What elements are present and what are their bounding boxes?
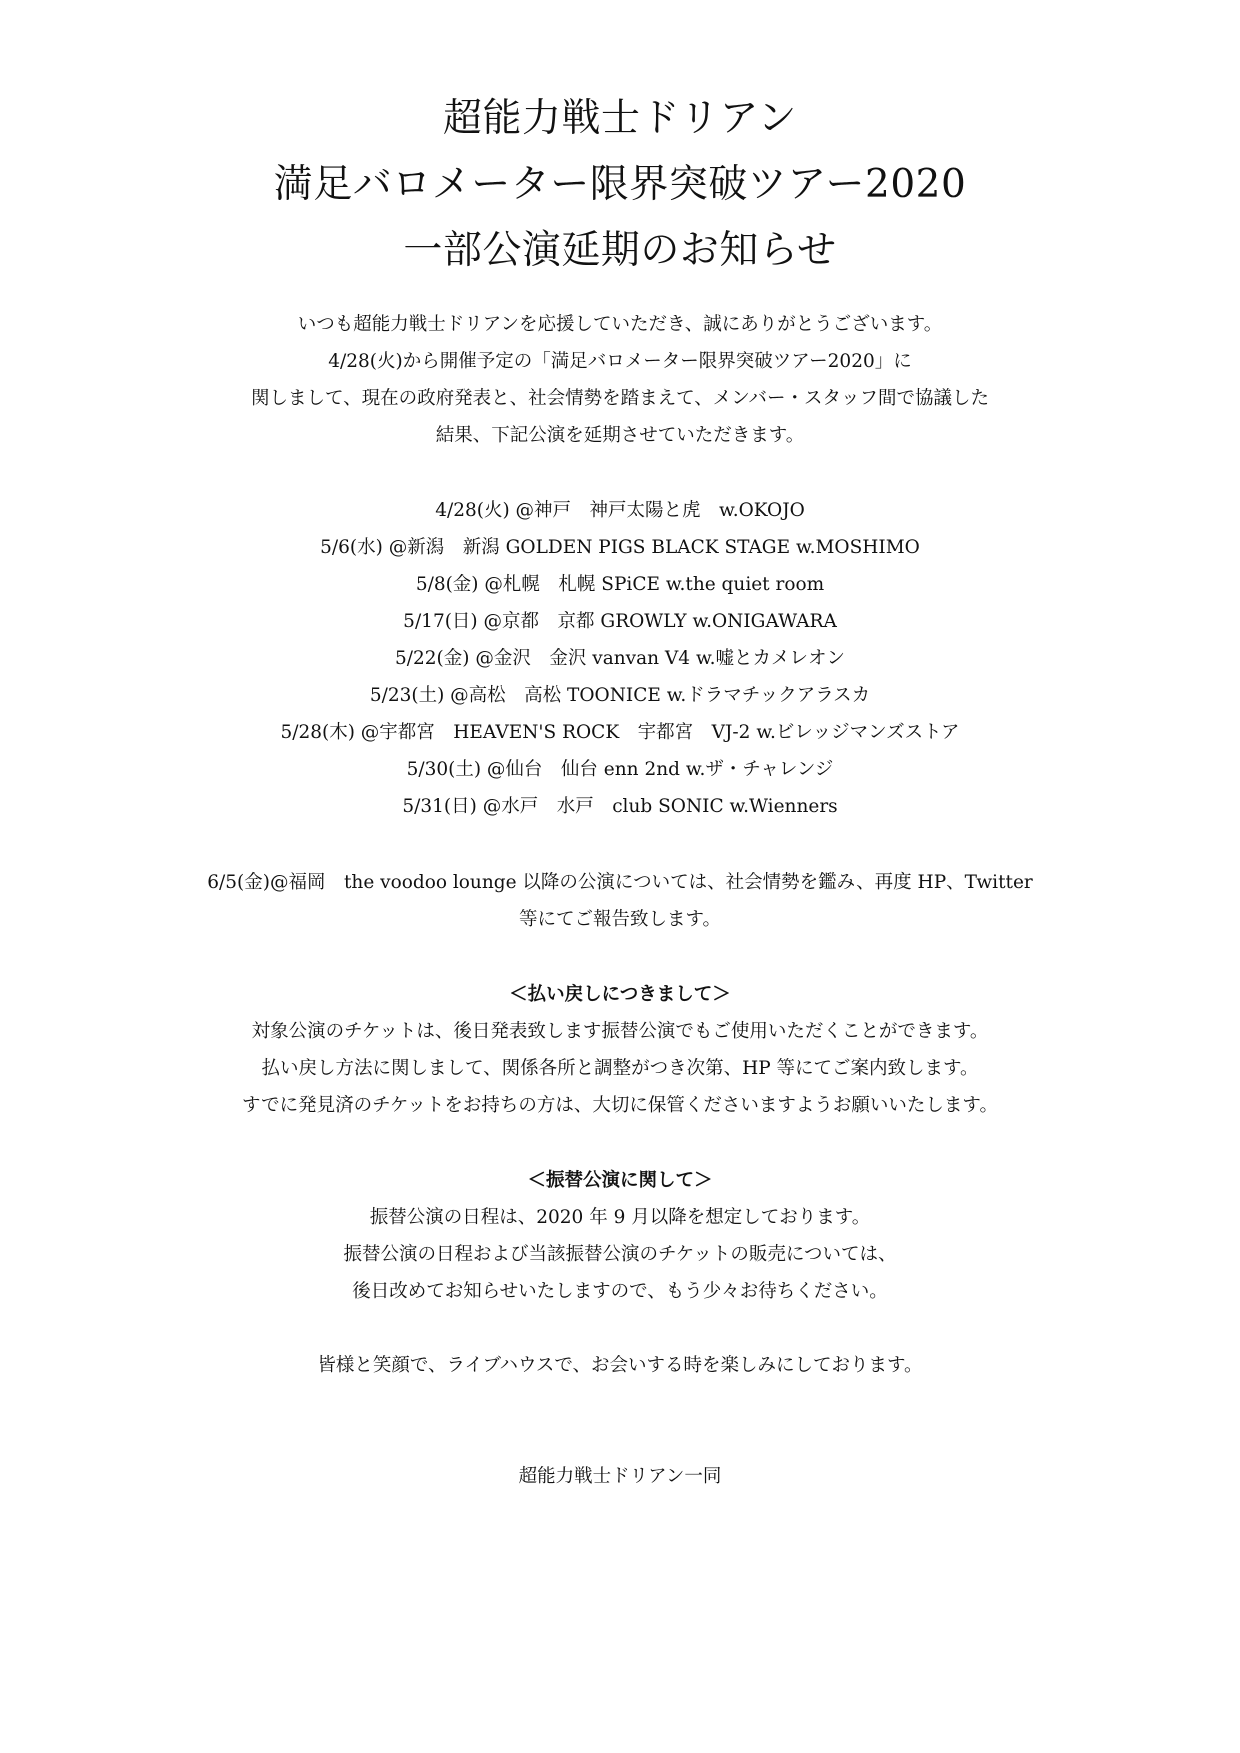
show-item: 5/28(木) @宇都宮 HEAVEN'S ROCK 宇都宮 VJ-2 w.ビレッジマンズストア bbox=[280, 722, 960, 743]
intro-paragraph bbox=[0, 306, 1240, 454]
show-item: 5/6(水) @新潟 新潟 GOLDEN PIGS BLACK STAGE w.MOSHIMO bbox=[320, 537, 920, 558]
intro-line: 4/28(火)から開催予定の「満足バロメーター限界突破ツアー2020」に bbox=[328, 351, 912, 372]
transfer-section bbox=[0, 1162, 1240, 1310]
later-notice-line: 等にてご報告致します。 bbox=[518, 909, 722, 930]
show-item: 5/22(金) @金沢 金沢 vanvan V4 w.嘘とカメレオン bbox=[395, 648, 845, 669]
closing-line: 皆様と笑顔で、ライブハウスで、お会いする時を楽しみにしております。 bbox=[317, 1355, 923, 1376]
transfer-line: 後日改めてお知らせいたしますので、もう少々お待ちください。 bbox=[352, 1281, 888, 1302]
later-notice-line: 6/5(金)@福岡 the voodoo lounge 以降の公演については、社会情勢を鑑み、再度 HP、Twitter bbox=[207, 872, 1033, 893]
transfer-heading: ＜振替公演に関して＞ bbox=[527, 1170, 713, 1191]
later-shows-notice bbox=[0, 864, 1240, 938]
refund-line: 対象公演のチケットは、後日発表致します振替公演でもご使用いただくことができます。 bbox=[251, 1021, 989, 1042]
refund-line: 払い戻し方法に関しまして、関係各所と調整がつき次第、HP 等にてご案内致します。 bbox=[261, 1058, 979, 1079]
signature bbox=[0, 1458, 1240, 1495]
announcement-title bbox=[0, 86, 1240, 284]
show-item: 5/8(金) @札幌 札幌 SPiCE w.the quiet room bbox=[415, 574, 825, 595]
title-line: 満足バロメーター限界突破ツアー2020 bbox=[273, 162, 967, 207]
show-item: 5/17(日) @京都 京都 GROWLY w.ONIGAWARA bbox=[403, 611, 837, 632]
signature-line: 超能力戦士ドリアン一同 bbox=[518, 1466, 722, 1487]
title-line: 超能力戦士ドリアン bbox=[443, 96, 797, 141]
intro-line: 結果、下記公演を延期させていただきます。 bbox=[435, 425, 805, 446]
postponed-shows-list bbox=[0, 492, 1240, 825]
title-line: 一部公演延期のお知らせ bbox=[403, 228, 837, 273]
transfer-line: 振替公演の日程および当該振替公演のチケットの販売については、 bbox=[343, 1244, 897, 1265]
refund-heading: ＜払い戻しにつきまして＞ bbox=[509, 984, 731, 1005]
show-item: 5/30(土) @仙台 仙台 enn 2nd w.ザ・チャレンジ bbox=[406, 759, 834, 780]
refund-section bbox=[0, 976, 1240, 1124]
show-item: 5/31(日) @水戸 水戸 club SONIC w.Wienners bbox=[402, 796, 838, 817]
show-item: 5/23(土) @高松 高松 TOONICE w.ドラマチックアラスカ bbox=[369, 685, 871, 706]
intro-line: 関しまして、現在の政府発表と、社会情勢を踏まえて、メンバー・スタッフ間で協議した bbox=[251, 388, 989, 409]
refund-line: すでに発見済のチケットをお持ちの方は、大切に保管くださいますようお願いいたします。 bbox=[242, 1095, 998, 1116]
intro-line: いつも超能力戦士ドリアンを応援していただき、誠にありがとうございます。 bbox=[297, 314, 943, 335]
transfer-line: 振替公演の日程は、2020 年 9 月以降を想定しております。 bbox=[369, 1207, 871, 1228]
closing-message bbox=[0, 1347, 1240, 1384]
show-item: 4/28(火) @神戸 神戸太陽と虎 w.OKOJO bbox=[435, 500, 805, 521]
